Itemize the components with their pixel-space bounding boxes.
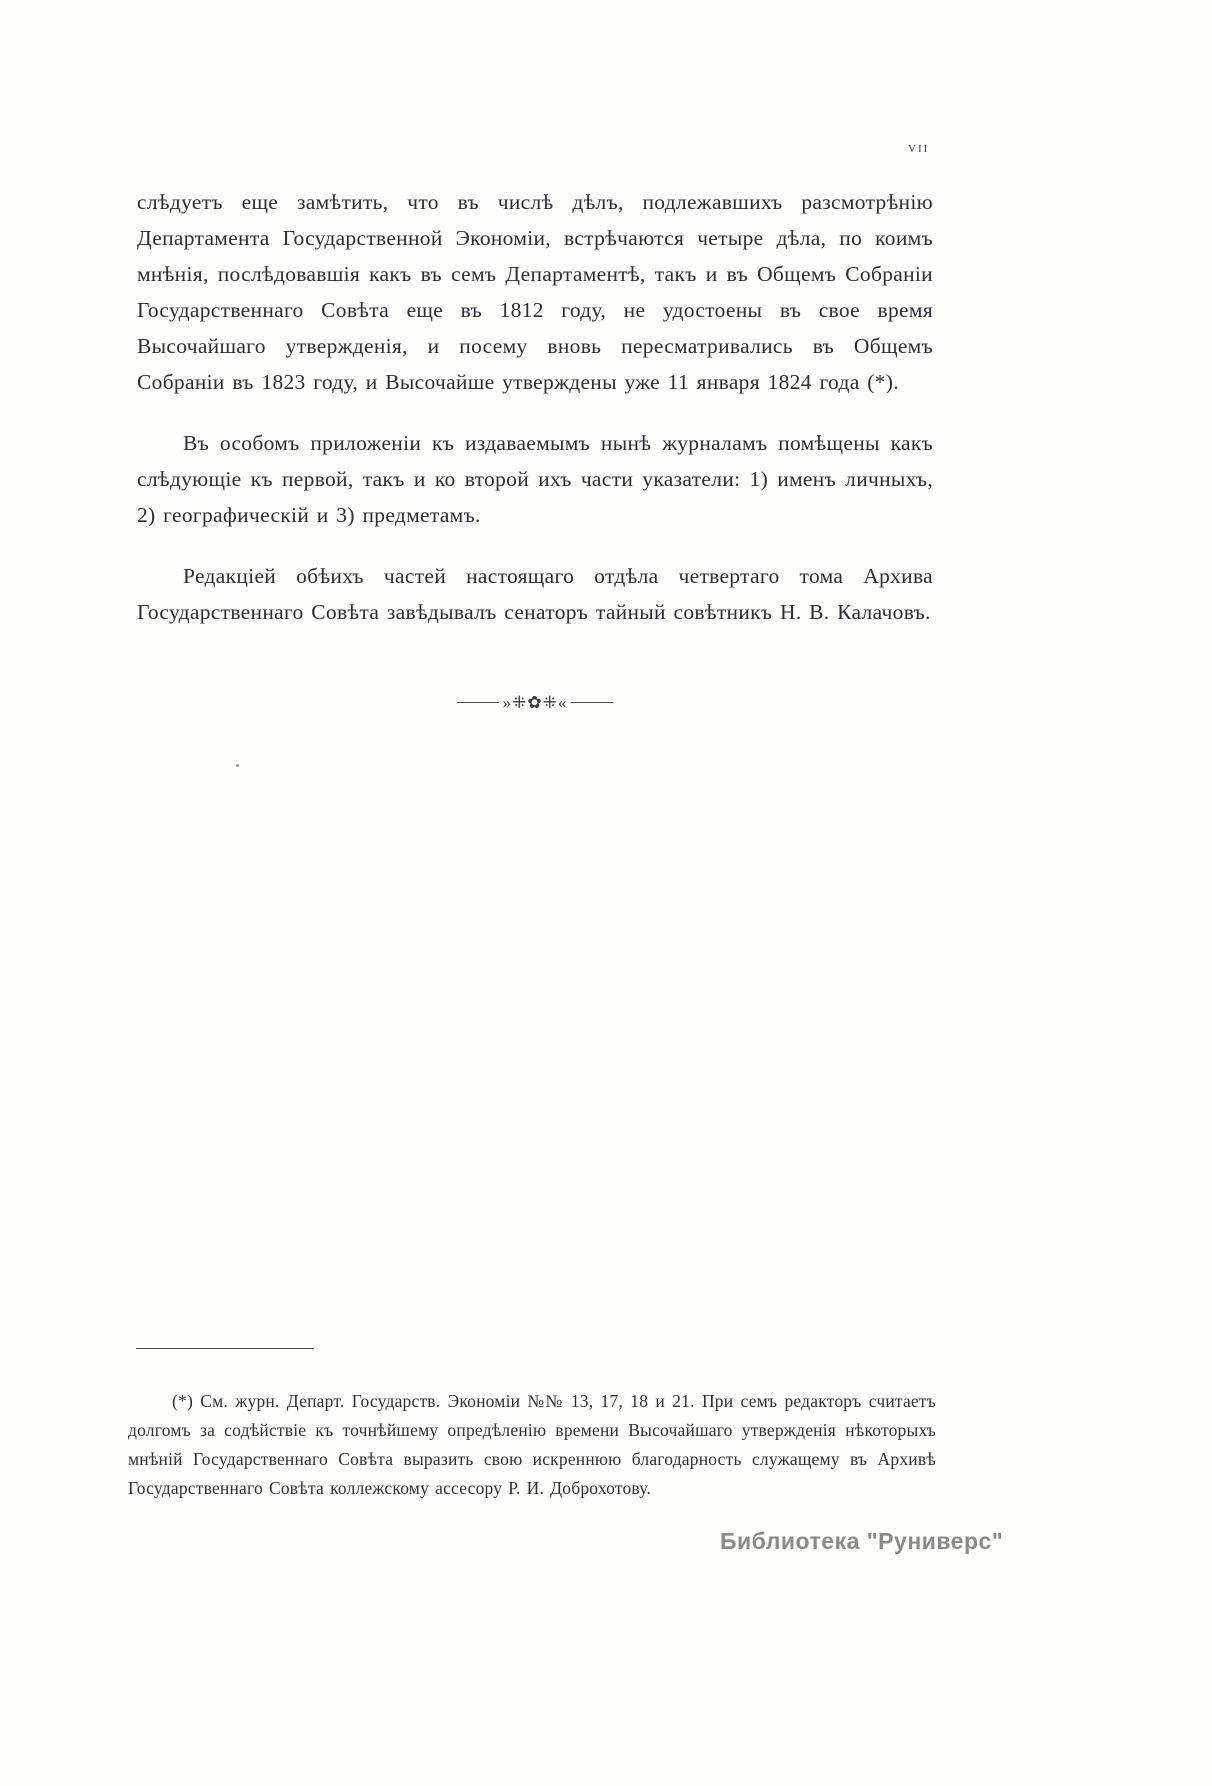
ornament-flourish-icon: »⁜✿⁜«: [502, 693, 568, 712]
ornament-right-rule: [571, 702, 613, 703]
main-text-block: [137, 184, 933, 630]
ornament-left-rule: [457, 702, 499, 703]
page-number: vii: [908, 140, 930, 156]
library-watermark: Библиотека "Руниверс": [720, 1528, 1004, 1554]
section-divider-ornament: [137, 694, 933, 711]
paragraph-appendix-note: Въ особомъ приложеніи къ издаваемымъ нынѣ журналамъ помѣщены какъ слѣдующіе къ первой, такъ и ко второй ихъ части указатели: 1) именъ личныхъ, 2) географическій и 3) предметамъ.: [137, 431, 933, 527]
footnote-separator-rule: [136, 1348, 314, 1349]
footnote-area: [128, 1348, 936, 1521]
footnote-text: (*) См. журн. Департ. Государств. Экономіи №№ 13, 17, 18 и 21. При семъ редакторъ считаетъ долгомъ за содѣйствіе къ точнѣйшему опредѣленію времени Высочайшаго утвержденія нѣкоторыхъ мнѣній Государственнаго Совѣта выразить свою искреннюю благодарность служащему въ Архивѣ Государственнаго Совѣта коллежскому ассесору Р. И. Доброхотову.: [128, 1391, 936, 1498]
scan-speck: [236, 764, 239, 767]
paragraph-continuation: слѣдуетъ еще замѣтить, что въ числѣ дѣлъ, подлежавшихъ разсмотрѣнію Департамента Государственной Экономіи, встрѣчаются четыре дѣла, по коимъ мнѣнія, послѣдовавшія какъ въ семъ Департаментѣ, такъ и въ Общемъ Собраніи Государственнаго Совѣта еще въ 1812 году, не удостоены въ свое время Высочайшаго утвержденія, и посему вновь пересматривались въ Общемъ Собраніи въ 1823 году, и Высочайше утверждены уже 11 января 1824 года (*).: [137, 190, 933, 394]
paragraph-editor-note: Редакціей обѣихъ частей настоящаго отдѣла четвертаго тома Архива Государственнаго Совѣта завѣдывалъ сенаторъ тайный совѣтникъ Н. В. Калачовъ.: [137, 564, 933, 624]
